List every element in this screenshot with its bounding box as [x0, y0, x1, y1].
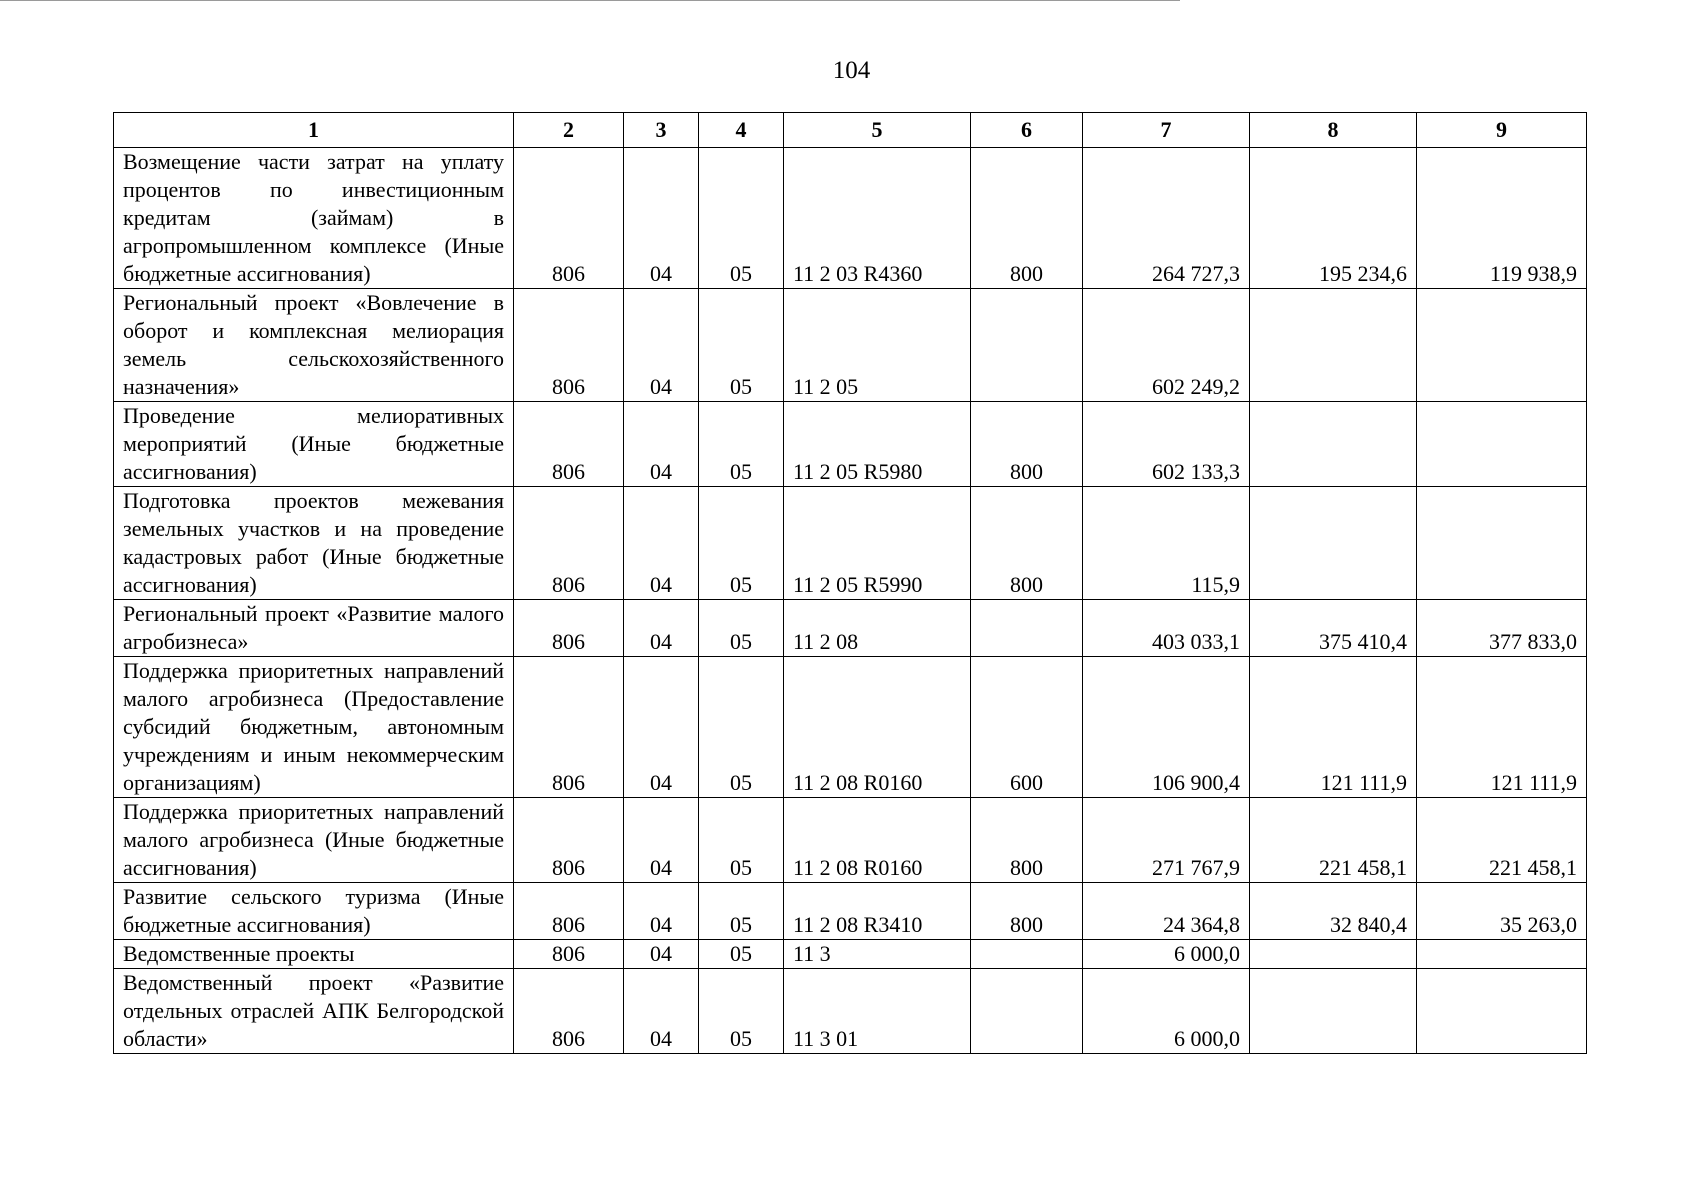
column-header: 3 — [624, 113, 699, 148]
col-7-cell: 271 767,9 — [1083, 798, 1250, 883]
col-9-cell: 35 263,0 — [1417, 883, 1587, 940]
col-8-cell: 221 458,1 — [1250, 798, 1417, 883]
col-9-cell: 121 111,9 — [1417, 657, 1587, 798]
col-8-cell — [1250, 289, 1417, 402]
col-5-cell: 11 2 08 R0160 — [784, 657, 971, 798]
col-6-cell: 800 — [971, 798, 1083, 883]
col-7-cell: 602 133,3 — [1083, 402, 1250, 487]
table-row — [114, 940, 1587, 969]
col-6-cell: 800 — [971, 402, 1083, 487]
col-8-cell: 195 234,6 — [1250, 148, 1417, 289]
col-5-cell: 11 2 08 — [784, 600, 971, 657]
col-2-cell: 806 — [514, 600, 624, 657]
col-2-cell: 806 — [514, 657, 624, 798]
column-header: 8 — [1250, 113, 1417, 148]
column-header: 7 — [1083, 113, 1250, 148]
col-6-cell: 800 — [971, 487, 1083, 600]
col-4-cell: 05 — [699, 969, 784, 1054]
col-6-cell: 800 — [971, 883, 1083, 940]
table-row — [114, 487, 1587, 600]
col-8-cell — [1250, 487, 1417, 600]
col-7-cell: 6 000,0 — [1083, 969, 1250, 1054]
col-3-cell: 04 — [624, 883, 699, 940]
col-5-cell: 11 3 01 — [784, 969, 971, 1054]
row-name: Развитие сельского туризма (Иные бюджетные ассигнования) — [114, 883, 514, 940]
col-4-cell: 05 — [699, 883, 784, 940]
table-row — [114, 289, 1587, 402]
col-2-cell: 806 — [514, 798, 624, 883]
col-3-cell: 04 — [624, 657, 699, 798]
col-9-cell: 221 458,1 — [1417, 798, 1587, 883]
budget-table — [113, 112, 1587, 1054]
col-4-cell: 05 — [699, 402, 784, 487]
col-9-cell — [1417, 940, 1587, 969]
col-6-cell — [971, 600, 1083, 657]
table-row — [114, 798, 1587, 883]
col-6-cell — [971, 289, 1083, 402]
col-7-cell: 403 033,1 — [1083, 600, 1250, 657]
col-2-cell: 806 — [514, 289, 624, 402]
col-8-cell — [1250, 940, 1417, 969]
col-9-cell — [1417, 402, 1587, 487]
col-9-cell — [1417, 289, 1587, 402]
col-6-cell: 800 — [971, 148, 1083, 289]
col-7-cell: 6 000,0 — [1083, 940, 1250, 969]
col-5-cell: 11 2 08 R3410 — [784, 883, 971, 940]
col-2-cell: 806 — [514, 402, 624, 487]
row-name: Поддержка приоритетных направлений малого агробизнеса (Предоставление субсидий бюджетным, автономным учреждениям и иным некоммерческим организациям) — [114, 657, 514, 798]
column-header: 5 — [784, 113, 971, 148]
col-8-cell — [1250, 969, 1417, 1054]
col-4-cell: 05 — [699, 289, 784, 402]
col-9-cell — [1417, 969, 1587, 1054]
col-5-cell: 11 2 08 R0160 — [784, 798, 971, 883]
col-3-cell: 04 — [624, 600, 699, 657]
col-2-cell: 806 — [514, 487, 624, 600]
col-6-cell — [971, 969, 1083, 1054]
row-name: Региональный проект «Вовлечение в оборот и комплексная мелиорация земель сельскохозяйственного назначения» — [114, 289, 514, 402]
column-header: 4 — [699, 113, 784, 148]
col-4-cell: 05 — [699, 148, 784, 289]
col-6-cell — [971, 940, 1083, 969]
col-3-cell: 04 — [624, 487, 699, 600]
col-3-cell: 04 — [624, 969, 699, 1054]
column-header: 2 — [514, 113, 624, 148]
col-4-cell: 05 — [699, 600, 784, 657]
col-3-cell: 04 — [624, 289, 699, 402]
col-2-cell: 806 — [514, 883, 624, 940]
col-5-cell: 11 2 03 R4360 — [784, 148, 971, 289]
col-9-cell — [1417, 487, 1587, 600]
row-name: Ведомственный проект «Развитие отдельных отраслей АПК Белгородской области» — [114, 969, 514, 1054]
table-row — [114, 883, 1587, 940]
col-8-cell: 32 840,4 — [1250, 883, 1417, 940]
column-header: 1 — [114, 113, 514, 148]
col-3-cell: 04 — [624, 402, 699, 487]
col-7-cell: 602 249,2 — [1083, 289, 1250, 402]
table-row — [114, 600, 1587, 657]
col-5-cell: 11 2 05 R5990 — [784, 487, 971, 600]
col-5-cell: 11 2 05 R5980 — [784, 402, 971, 487]
row-name: Региональный проект «Развитие малого агробизнеса» — [114, 600, 514, 657]
column-header: 6 — [971, 113, 1083, 148]
col-5-cell: 11 2 05 — [784, 289, 971, 402]
col-7-cell: 264 727,3 — [1083, 148, 1250, 289]
col-4-cell: 05 — [699, 487, 784, 600]
scan-top-rule — [0, 0, 1180, 1]
row-name: Ведомственные проекты — [114, 940, 514, 969]
header-row — [114, 113, 1587, 148]
col-7-cell: 106 900,4 — [1083, 657, 1250, 798]
row-name: Подготовка проектов межевания земельных участков и на проведение кадастровых работ (Иные бюджетные ассигнования) — [114, 487, 514, 600]
table-row — [114, 402, 1587, 487]
row-name: Проведение мелиоративных мероприятий (Иные бюджетные ассигнования) — [114, 402, 514, 487]
col-2-cell: 806 — [514, 940, 624, 969]
row-name: Поддержка приоритетных направлений малого агробизнеса (Иные бюджетные ассигнования) — [114, 798, 514, 883]
col-7-cell: 115,9 — [1083, 487, 1250, 600]
row-name: Возмещение части затрат на уплату процентов по инвестиционным кредитам (займам) в агропромышленном комплексе (Иные бюджетные ассигнования) — [114, 148, 514, 289]
col-8-cell: 121 111,9 — [1250, 657, 1417, 798]
col-3-cell: 04 — [624, 940, 699, 969]
col-4-cell: 05 — [699, 940, 784, 969]
page-number: 104 — [832, 57, 871, 84]
table-row — [114, 148, 1587, 289]
col-4-cell: 05 — [699, 657, 784, 798]
col-2-cell: 806 — [514, 148, 624, 289]
col-8-cell: 375 410,4 — [1250, 600, 1417, 657]
col-3-cell: 04 — [624, 798, 699, 883]
col-4-cell: 05 — [699, 798, 784, 883]
col-3-cell: 04 — [624, 148, 699, 289]
col-6-cell: 600 — [971, 657, 1083, 798]
col-8-cell — [1250, 402, 1417, 487]
col-5-cell: 11 3 — [784, 940, 971, 969]
col-2-cell: 806 — [514, 969, 624, 1054]
col-9-cell: 119 938,9 — [1417, 148, 1587, 289]
table-row — [114, 969, 1587, 1054]
column-header: 9 — [1417, 113, 1587, 148]
col-9-cell: 377 833,0 — [1417, 600, 1587, 657]
table-row — [114, 657, 1587, 798]
col-7-cell: 24 364,8 — [1083, 883, 1250, 940]
